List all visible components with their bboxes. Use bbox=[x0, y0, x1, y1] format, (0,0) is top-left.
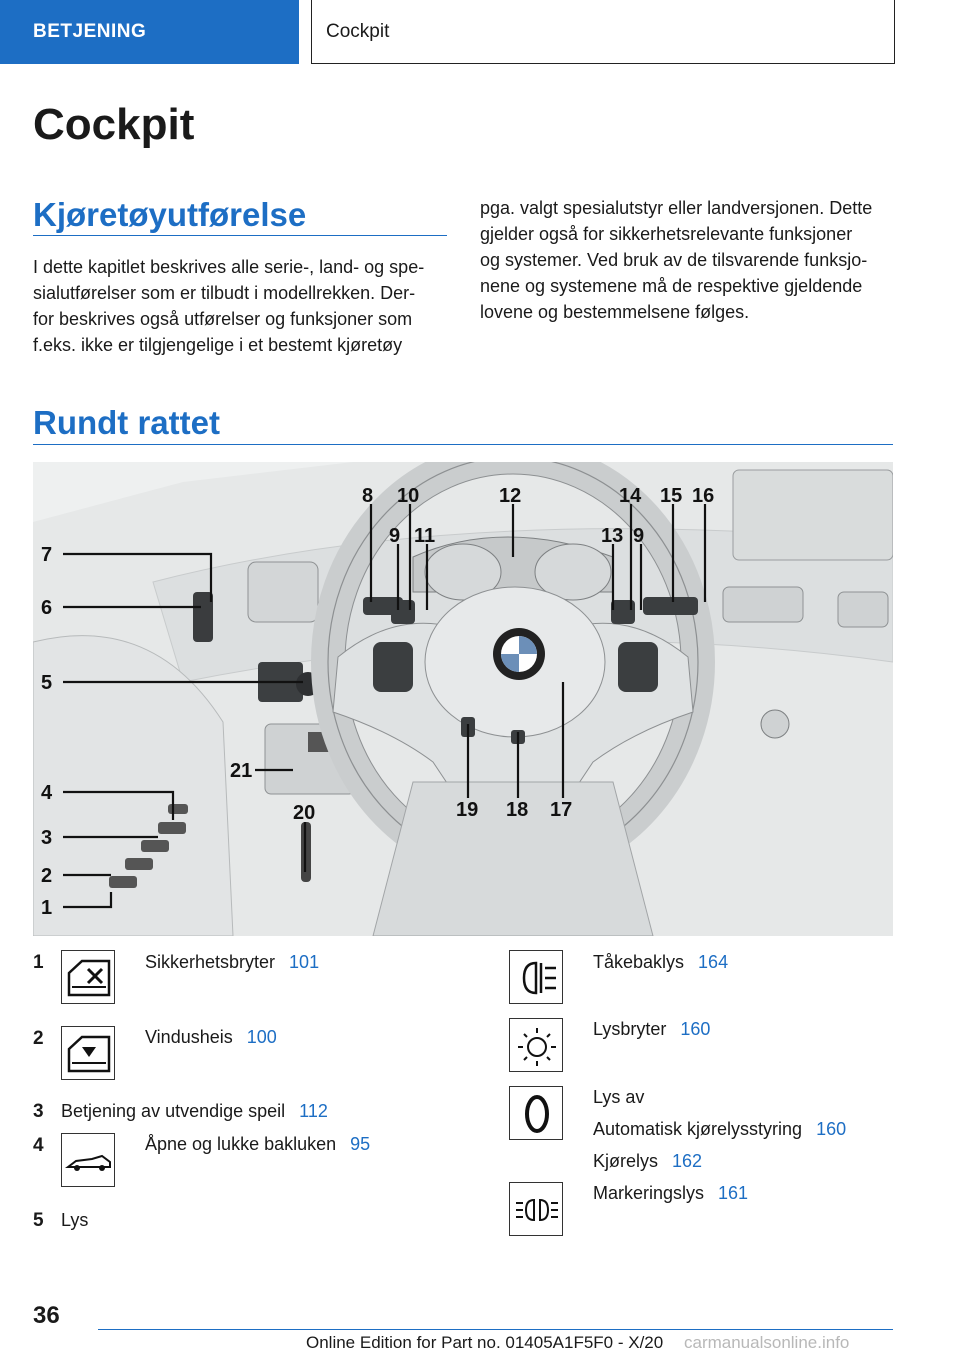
callout-14: 14 bbox=[619, 485, 642, 507]
page-ref-link[interactable]: 162 bbox=[672, 1151, 703, 1171]
text-line: for beskrives også utførelser og funksjoner som bbox=[33, 309, 413, 329]
legend-label: Sikkerhetsbryter bbox=[145, 952, 276, 972]
legend-item-3 bbox=[61, 1101, 328, 1122]
page-ref-link[interactable]: 101 bbox=[289, 952, 320, 972]
text-line: gjelder også for sikkerhetsrelevante funksjoner bbox=[480, 224, 853, 244]
callout-21: 21 bbox=[230, 760, 253, 782]
callout-3: 3 bbox=[41, 827, 53, 849]
callout-9b: 9 bbox=[633, 525, 645, 547]
callout-2: 2 bbox=[41, 865, 53, 887]
legend-num: 2 bbox=[33, 1028, 44, 1049]
callout-5: 5 bbox=[41, 672, 53, 694]
page-ref-link[interactable]: 112 bbox=[299, 1101, 328, 1121]
intro-paragraph-col2 bbox=[480, 195, 900, 325]
page-number: 36 bbox=[33, 1302, 60, 1329]
tailgate-icon bbox=[61, 1133, 115, 1187]
legend-item-4 bbox=[145, 1134, 370, 1155]
section-heading-vehicle: Kjøretøyutførelse bbox=[33, 196, 307, 233]
callout-18: 18 bbox=[506, 799, 529, 821]
page-ref-link[interactable]: 160 bbox=[680, 1019, 711, 1039]
light-switch-icon bbox=[509, 1018, 563, 1072]
callout-16: 16 bbox=[692, 485, 715, 507]
callout-4: 4 bbox=[41, 782, 53, 804]
legend-item-5 bbox=[61, 1210, 88, 1231]
callout-6: 6 bbox=[41, 597, 53, 619]
legend-label: Automatisk kjørelysstyring bbox=[593, 1119, 803, 1139]
legend-num: 3 bbox=[33, 1101, 44, 1122]
section-rule bbox=[33, 235, 447, 236]
header-section-tab: BETJENING bbox=[0, 0, 299, 64]
lights-off-icon bbox=[509, 1086, 563, 1140]
legend-label: Kjørelys bbox=[593, 1151, 659, 1171]
legend-item-1 bbox=[145, 952, 319, 973]
parking-lights-icon bbox=[509, 1182, 563, 1236]
callout-13: 13 bbox=[601, 525, 624, 547]
callout-11: 11 bbox=[414, 525, 436, 547]
legend-label: Åpne og lukke bakluken bbox=[145, 1134, 337, 1154]
legend-num: 1 bbox=[33, 952, 44, 973]
header-chapter-tab: Cockpit bbox=[311, 0, 895, 64]
text-line: nene og systemene må de respektive gjeldende bbox=[480, 276, 863, 296]
callout-17: 17 bbox=[550, 799, 573, 821]
page-ref-link[interactable]: 161 bbox=[718, 1183, 749, 1203]
legend-item-lightsoff bbox=[593, 1087, 644, 1108]
legend-item-fog bbox=[593, 952, 728, 973]
text-line: sialutførelser som er tilbudt i modellrekken. Der- bbox=[33, 283, 416, 303]
callout-20: 20 bbox=[293, 802, 316, 824]
text-line: lovene og bestemmelsene følges. bbox=[480, 302, 750, 322]
legend-item-drl bbox=[593, 1151, 702, 1172]
callout-12: 12 bbox=[499, 485, 522, 507]
legend-num: 4 bbox=[33, 1135, 44, 1156]
footer-rule bbox=[98, 1329, 893, 1330]
legend-item-auto bbox=[593, 1119, 846, 1140]
legend-num: 5 bbox=[33, 1210, 44, 1231]
callout-8: 8 bbox=[362, 485, 374, 507]
callout-10: 10 bbox=[397, 485, 420, 507]
page-ref-link[interactable]: 100 bbox=[246, 1027, 277, 1047]
power-window-icon bbox=[61, 1026, 115, 1080]
cockpit-illustration bbox=[33, 462, 893, 936]
footer-edition: Online Edition for Part no. 01405A1F5F0 - X/20 bbox=[306, 1333, 664, 1352]
legend-label: Lys bbox=[61, 1210, 89, 1230]
section-rule bbox=[33, 444, 893, 445]
callout-15: 15 bbox=[660, 485, 683, 507]
text-line: I dette kapitlet beskrives alle serie-, land- og spe- bbox=[33, 257, 425, 277]
page-ref-link[interactable]: 160 bbox=[816, 1119, 847, 1139]
legend-label: Tåkebaklys bbox=[593, 952, 685, 972]
legend-item-lightswitch bbox=[593, 1019, 710, 1040]
legend-item-2 bbox=[145, 1027, 277, 1048]
footer-watermark: carmanualsonline.info bbox=[684, 1333, 850, 1352]
legend-item-parking bbox=[593, 1183, 748, 1204]
cockpit-drawing bbox=[33, 462, 893, 936]
page-ref-link[interactable]: 95 bbox=[350, 1134, 371, 1154]
legend-label: Markeringslys bbox=[593, 1183, 705, 1203]
callout-9: 9 bbox=[389, 525, 401, 547]
page-title: Cockpit bbox=[33, 100, 195, 149]
section-heading-wheel: Rundt rattet bbox=[33, 404, 220, 441]
legend-label: Lys av bbox=[593, 1087, 645, 1107]
callout-19: 19 bbox=[456, 799, 479, 821]
intro-paragraph-col1 bbox=[33, 254, 453, 358]
page-ref-link[interactable]: 164 bbox=[698, 952, 729, 972]
rear-fog-light-icon bbox=[509, 950, 563, 1004]
callout-1: 1 bbox=[41, 897, 53, 919]
text-line: pga. valgt spesialutstyr eller landversjonen. Dette bbox=[480, 198, 873, 218]
legend-label: Betjening av utvendige speil bbox=[61, 1101, 286, 1121]
legend-label: Lysbryter bbox=[593, 1019, 667, 1039]
text-line: og systemer. Ved bruk av de tilsvarende funksjo- bbox=[480, 250, 868, 270]
window-safety-switch-icon bbox=[61, 950, 115, 1004]
callout-7: 7 bbox=[41, 544, 53, 566]
text-line: f.eks. ikke er tilgjengelige i et bestemt kjøretøy bbox=[33, 335, 403, 355]
legend-label: Vindusheis bbox=[145, 1027, 233, 1047]
